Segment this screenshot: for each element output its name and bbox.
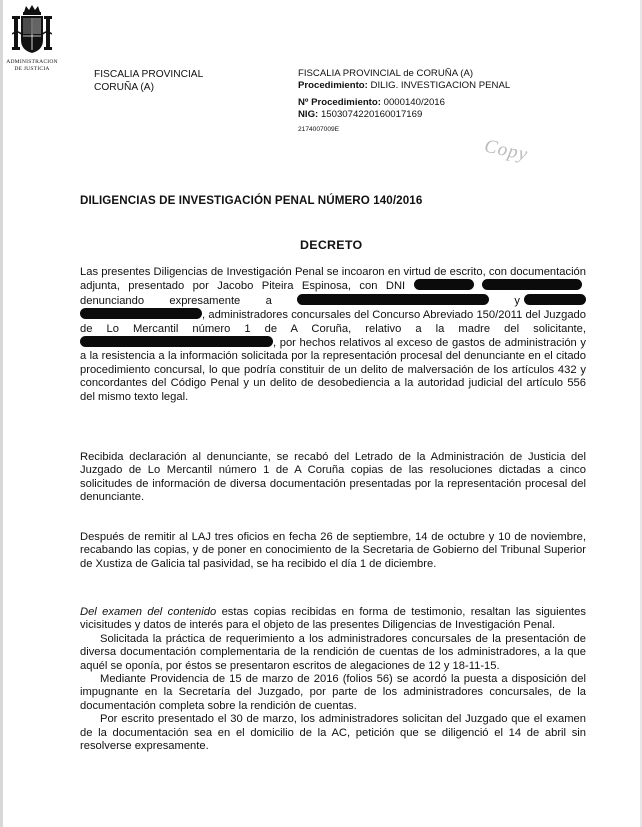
p3-text: Después de remitir al LAJ tres oficios en fecha 26 de septiembre, 14 de octubre y 10 de noviembre, recabando las copias, y de poner en conocimiento de la Secretaria de Gobierno del Tribunal Superior de Xustiza de Galicia tal pasividad, se ha recibido el día 1 de diciembre.: [80, 531, 586, 570]
p1-text-a: Las presentes Diligencias de Investigación Penal se incoaron en virtud de escrito, con documentación adjunta, presentado por Jacobo Piteira Espinosa, con DNI: [80, 266, 586, 293]
procedimiento-line: [298, 80, 510, 92]
num-procedimiento-label: Nº Procedimiento:: [298, 96, 381, 108]
document-code: 2174007009E: [298, 125, 340, 133]
redaction-name-2-cont: [80, 308, 202, 319]
paragraph-2: [80, 451, 586, 505]
fiscalia-label: FISCALIA PROVINCIAL: [94, 69, 204, 80]
paragraph-4: [80, 606, 586, 753]
p2-text: Recibida declaración al denunciante, se recabó del Letrado de la Administración de Justicia del Juzgado de Lo Mercantil número 1 de A Coruña copias de las resoluciones dictadas a cinco solicitudes de información de diversa documentación presentadas por la representación procesal del denunciante.: [80, 451, 586, 504]
nig-line: [298, 109, 510, 121]
left-header: [94, 68, 203, 94]
page-edge-left: [0, 0, 3, 827]
p6-text: Mediante Providencia de 15 de marzo de 2016 (folios 56) se acordó la puesta a disposición del impugnante en la Secretaría del Juzgado, por parte de los administradores concursales, de la documentación completa sobre la rendición de cuentas.: [80, 673, 586, 712]
paragraph-1: [80, 266, 586, 404]
num-procedimiento-line: [298, 97, 510, 109]
redaction-name-2: [524, 294, 586, 305]
p5-text: Solicitada la práctica de requerimiento a los administradores concursales de la presentación de diversa documentación complementaria de la rendición de cuentas de los administradores, a la que aquél se oponía, por éstos se presentaron escritos de alegaciones de 12 y 18-11-15.: [80, 632, 586, 672]
p1-text-c: y: [514, 294, 521, 307]
document-title: DILIGENCIAS DE INVESTIGACIÓN PENAL NÚMERO 140/2016: [80, 194, 423, 207]
fiscalia-full-name: FISCALIA PROVINCIAL de CORUÑA (A): [298, 68, 474, 79]
p1-text-b: denunciando expresamente a: [80, 294, 272, 307]
redaction-dni: [414, 279, 474, 290]
coat-of-arms: [4, 4, 60, 72]
nig-label: NIG:: [298, 109, 319, 121]
crest-caption-line1: ADMINISTRACION: [6, 59, 58, 65]
paragraph-3: [80, 531, 586, 571]
redaction-dni-cont: [482, 279, 582, 290]
redaction-name-1: [297, 294, 489, 305]
copy-stamp: Copy: [482, 135, 530, 166]
crest-caption-line2: DE JUSTICIA: [14, 65, 50, 72]
redaction-name-3: [80, 336, 273, 347]
fiscalia-city: CORUÑA (A): [94, 82, 154, 93]
p4-italic-text: Del examen del contenido: [80, 606, 217, 618]
procedimiento-label: Procedimiento:: [298, 80, 368, 92]
right-header: [298, 68, 510, 136]
p7-text: Por escrito presentado el 30 de marzo, los administradores solicitan del Juzgado que el examen de la documentación sea en el domicilio de la AC, petición que se diligenció el 14 de abril sin resolverse expresamente.: [80, 713, 586, 753]
crest-icon: [12, 4, 52, 58]
procedimiento-value: DILIG. INVESTIGACION PENAL: [370, 80, 511, 92]
p1-text-d: , administradores concursales del Concurso Abreviado 150/2011 del Juzgado de Lo Mercantil número 1 de A Coruña, relativo a la madre del solicitante,: [80, 309, 586, 335]
p1-text-e: , por hechos relativos al exceso de gastos de administración y a la resistencia a la información solicitada por la representación procesal del denunciante en el citado procedimiento concursal, lo que podría constituir de un delito de malversación de los artículos 432 y concordantes del Código Penal y un delito de desobediencia a la autoridad judicial del artículo 556 del mismo texto legal.: [80, 337, 586, 403]
section-heading: DECRETO: [300, 238, 363, 252]
p4-text: estas copias recibidas en forma de testimonio, resaltan las siguientes vicisitudes y datos de interés para el objeto de las presentes Diligencias de Investigación Penal.: [80, 606, 586, 632]
num-procedimiento-value: 0000140/2016: [383, 96, 445, 108]
nig-value: 15030742201600171​69: [320, 109, 423, 121]
